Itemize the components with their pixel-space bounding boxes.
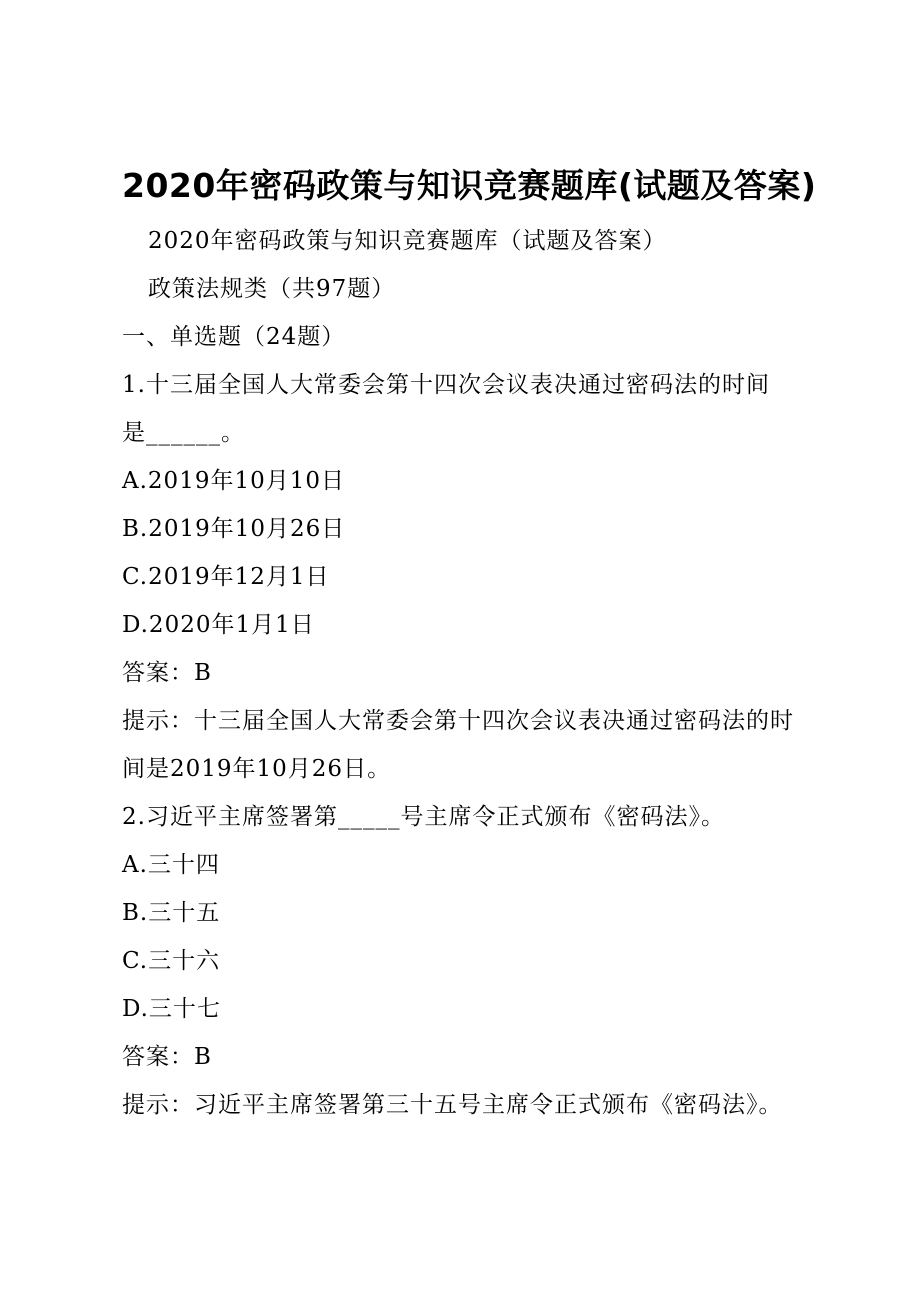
category-heading: 政策法规类（共97题） (148, 276, 396, 302)
question-1-option-b: B.2019年10月26日 (122, 516, 346, 542)
question-2-hint: 提示：习近平主席签署第三十五号主席令正式颁布《密码法》。 (122, 1092, 783, 1118)
question-2-option-a: A.三十四 (122, 852, 220, 878)
document-title: 2020年密码政策与知识竞赛题库(试题及答案) (122, 166, 817, 205)
question-1-option-a: A.2019年10月10日 (122, 468, 345, 494)
document-subtitle: 2020年密码政策与知识竞赛题库（试题及答案） (148, 228, 667, 254)
question-1-hint-line-1: 提示：十三届全国人大常委会第十四次会议表决通过密码法的时 (122, 708, 794, 734)
question-2-option-c: C.三十六 (122, 948, 221, 974)
question-2-answer: 答案：B (122, 1044, 212, 1070)
question-1-hint-line-2: 间是2019年10月26日。 (122, 756, 392, 782)
question-1-option-d: D.2020年1月1日 (122, 612, 315, 638)
question-1-stem-line-2: 是______。 (122, 420, 245, 446)
question-1-answer: 答案：B (122, 660, 212, 686)
question-1-option-c: C.2019年12月1日 (122, 564, 330, 590)
question-2-stem: 2.习近平主席签署第_____号主席令正式颁布《密码法》。 (122, 804, 725, 830)
question-2-option-d: D.三十七 (122, 996, 221, 1022)
question-2-option-b: B.三十五 (122, 900, 221, 926)
question-1-stem-line-1: 1.十三届全国人大常委会第十四次会议表决通过密码法的时间 (122, 372, 770, 398)
section-heading: 一、单选题（24题） (122, 324, 346, 350)
